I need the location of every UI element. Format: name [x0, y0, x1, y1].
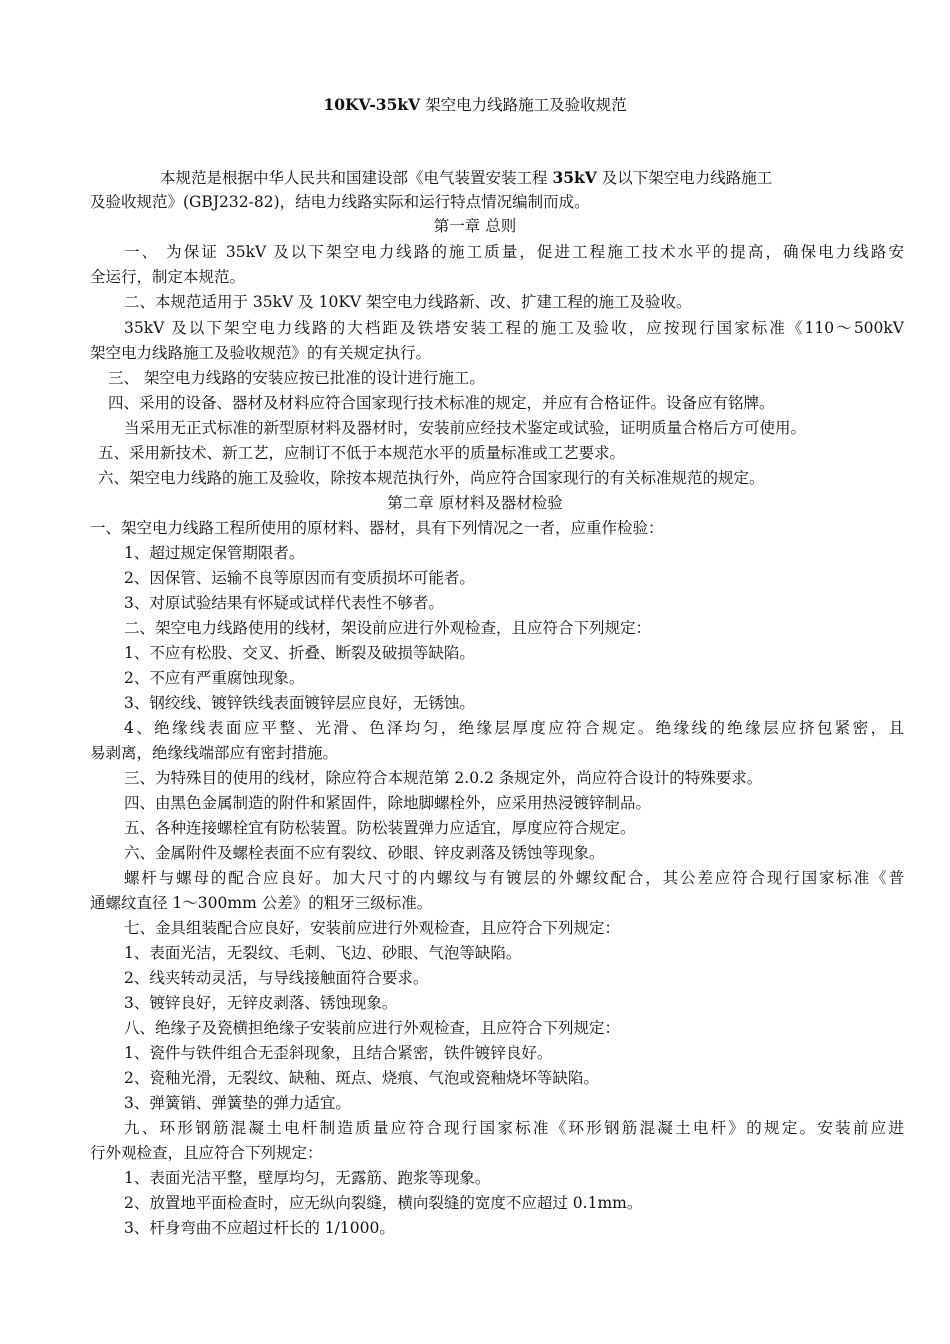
intro-bold: 35kV: [552, 168, 597, 187]
list-item: 2、放置地平面检查时，应无纵向裂缝，横向裂缝的宽度不应超过 0.1mm。: [124, 1194, 643, 1212]
paragraph: 七、金具组装配合应良好，安装前应进行外观检查，且应符合下列规定：: [124, 919, 621, 937]
intro-line-2: 及验收规范》(GBJ232-82)，结电力线路实际和运行特点情况编制而成。: [90, 193, 590, 211]
title-bold-part: 10KV-35kV: [323, 95, 421, 114]
intro-text: 本规范是根据中华人民共和国建设部《电气装置安装工程: [160, 169, 553, 187]
list-item: 3、对原试验结果有怀疑或试样代表性不够者。: [124, 594, 444, 612]
paragraph: 九、环形钢筋混凝土电杆制造质量应符合现行国家标准《环形钢筋混凝土电杆》的规定。安装前应进: [124, 1119, 904, 1137]
paragraph: 全运行，制定本规范。: [90, 268, 246, 286]
paragraph: 行外观检查，且应符合下列规定：: [90, 1144, 323, 1162]
paragraph: 四、采用的设备、器材及材料应符合国家现行技术标准的规定，并应有合格证件。设备应有铭牌。: [108, 394, 775, 412]
paragraph: 二、架空电力线路使用的线材，架设前应进行外观检查，且应符合下列规定：: [124, 619, 652, 637]
list-item: 2、因保管、运输不良等原因而有变质损坏可能者。: [124, 569, 475, 587]
list-item: 1、不应有松股、交叉、折叠、断裂及破损等缺陷。: [124, 644, 475, 662]
paragraph: 五、采用新技术、新工艺，应制订不低于本规范水平的质量标准或工艺要求。: [98, 444, 626, 462]
list-item: 3、钢绞线、镀锌铁线表面镀锌层应良好，无锈蚀。: [124, 694, 475, 712]
document-title: [0, 94, 950, 116]
list-item: 3、弹簧销、弹簧垫的弹力适宜。: [124, 1094, 351, 1112]
list-item: 3、杆身弯曲不应超过杆长的 1/1000。: [124, 1219, 395, 1237]
list-item: 2、线夹转动灵活，与导线接触面符合要求。: [124, 969, 429, 987]
paragraph: 六、金属附件及螺栓表面不应有裂纹、砂眼、锌皮剥落及锈蚀等现象。: [124, 844, 605, 862]
paragraph: 一、架空电力线路工程所使用的原材料、器材，具有下列情况之一者，应重作检验：: [90, 519, 664, 537]
paragraph: 三、 架空电力线路的安装应按已批准的设计进行施工。: [108, 369, 485, 387]
paragraph: 当采用无正式标准的新型原材料及器材时，安装前应经技术鉴定或试验，证明质量合格后方可使用。: [124, 419, 807, 437]
chapter-1-heading: 第一章 总则: [433, 217, 517, 235]
list-item: 4、绝缘线表面应平整、光滑、色泽均匀，绝缘层厚度应符合规定。绝缘线的绝缘层应挤包紧密，且: [124, 719, 904, 737]
paragraph: 通螺纹直径 1～300mm 公差》的粗牙三级标准。: [90, 894, 433, 912]
intro-line-1: [90, 166, 940, 190]
list-item: 3、镀锌良好，无锌皮剥落、锈蚀现象。: [124, 994, 398, 1012]
list-item: 易剥离，绝缘线端部应有密封措施。: [90, 744, 339, 762]
title-text: 架空电力线路施工及验收规范: [420, 96, 627, 114]
list-item: 1、瓷件与铁件组合无歪斜现象，且结合紧密，铁件镀锌良好。: [124, 1044, 553, 1062]
chapter-2-heading: 第二章 原材料及器材检验: [387, 494, 563, 512]
intro-text: 及以下架空电力线路施工: [596, 169, 773, 187]
list-item: 2、不应有严重腐蚀现象。: [124, 669, 305, 687]
paragraph: 八、绝缘子及瓷横担绝缘子安装前应进行外观检查，且应符合下列规定：: [124, 1019, 621, 1037]
paragraph: 架空电力线路施工及验收规范》的有关规定执行。: [90, 344, 432, 362]
paragraph: 六、架空电力线路的施工及验收，除按本规范执行外，尚应符合国家现行的有关标准规范的规定。: [98, 469, 765, 487]
list-item: 1、超过规定保管期限者。: [124, 544, 305, 562]
paragraph: 五、各种连接螺栓宜有防松装置。防松装置弹力应适宜，厚度应符合规定。: [124, 819, 636, 837]
list-item: 2、瓷釉光滑，无裂纹、缺釉、斑点、烧痕、气泡或瓷釉烧坏等缺陷。: [124, 1069, 599, 1087]
paragraph: 一、 为保证 35kV 及以下架空电力线路的施工质量，促进工程施工技术水平的提高，确保电力线路安: [124, 243, 904, 261]
paragraph: 二、本规范适用于 35kV 及 10KV 架空电力线路新、改、扩建工程的施工及验收。: [124, 293, 692, 311]
paragraph: 35kV 及以下架空电力线路的大档距及铁塔安装工程的施工及验收，应按现行国家标准《110～500kV: [124, 319, 904, 337]
list-item: 1、表面光洁，无裂纹、毛刺、飞边、砂眼、气泡等缺陷。: [124, 944, 522, 962]
paragraph: 螺杆与螺母的配合应良好。加大尺寸的内螺纹与有镀层的外螺纹配合，其公差应符合现行国家标准《普: [124, 869, 904, 887]
paragraph: 三、为特殊目的使用的线材，除应符合本规范第 2.0.2 条规定外，尚应符合设计的特殊要求。: [124, 769, 763, 787]
list-item: 1、表面光洁平整，壁厚均匀，无露筋、跑浆等现象。: [124, 1169, 491, 1187]
paragraph: 四、由黑色金属制造的附件和紧固件，除地脚螺栓外，应采用热浸镀锌制品。: [124, 794, 652, 812]
